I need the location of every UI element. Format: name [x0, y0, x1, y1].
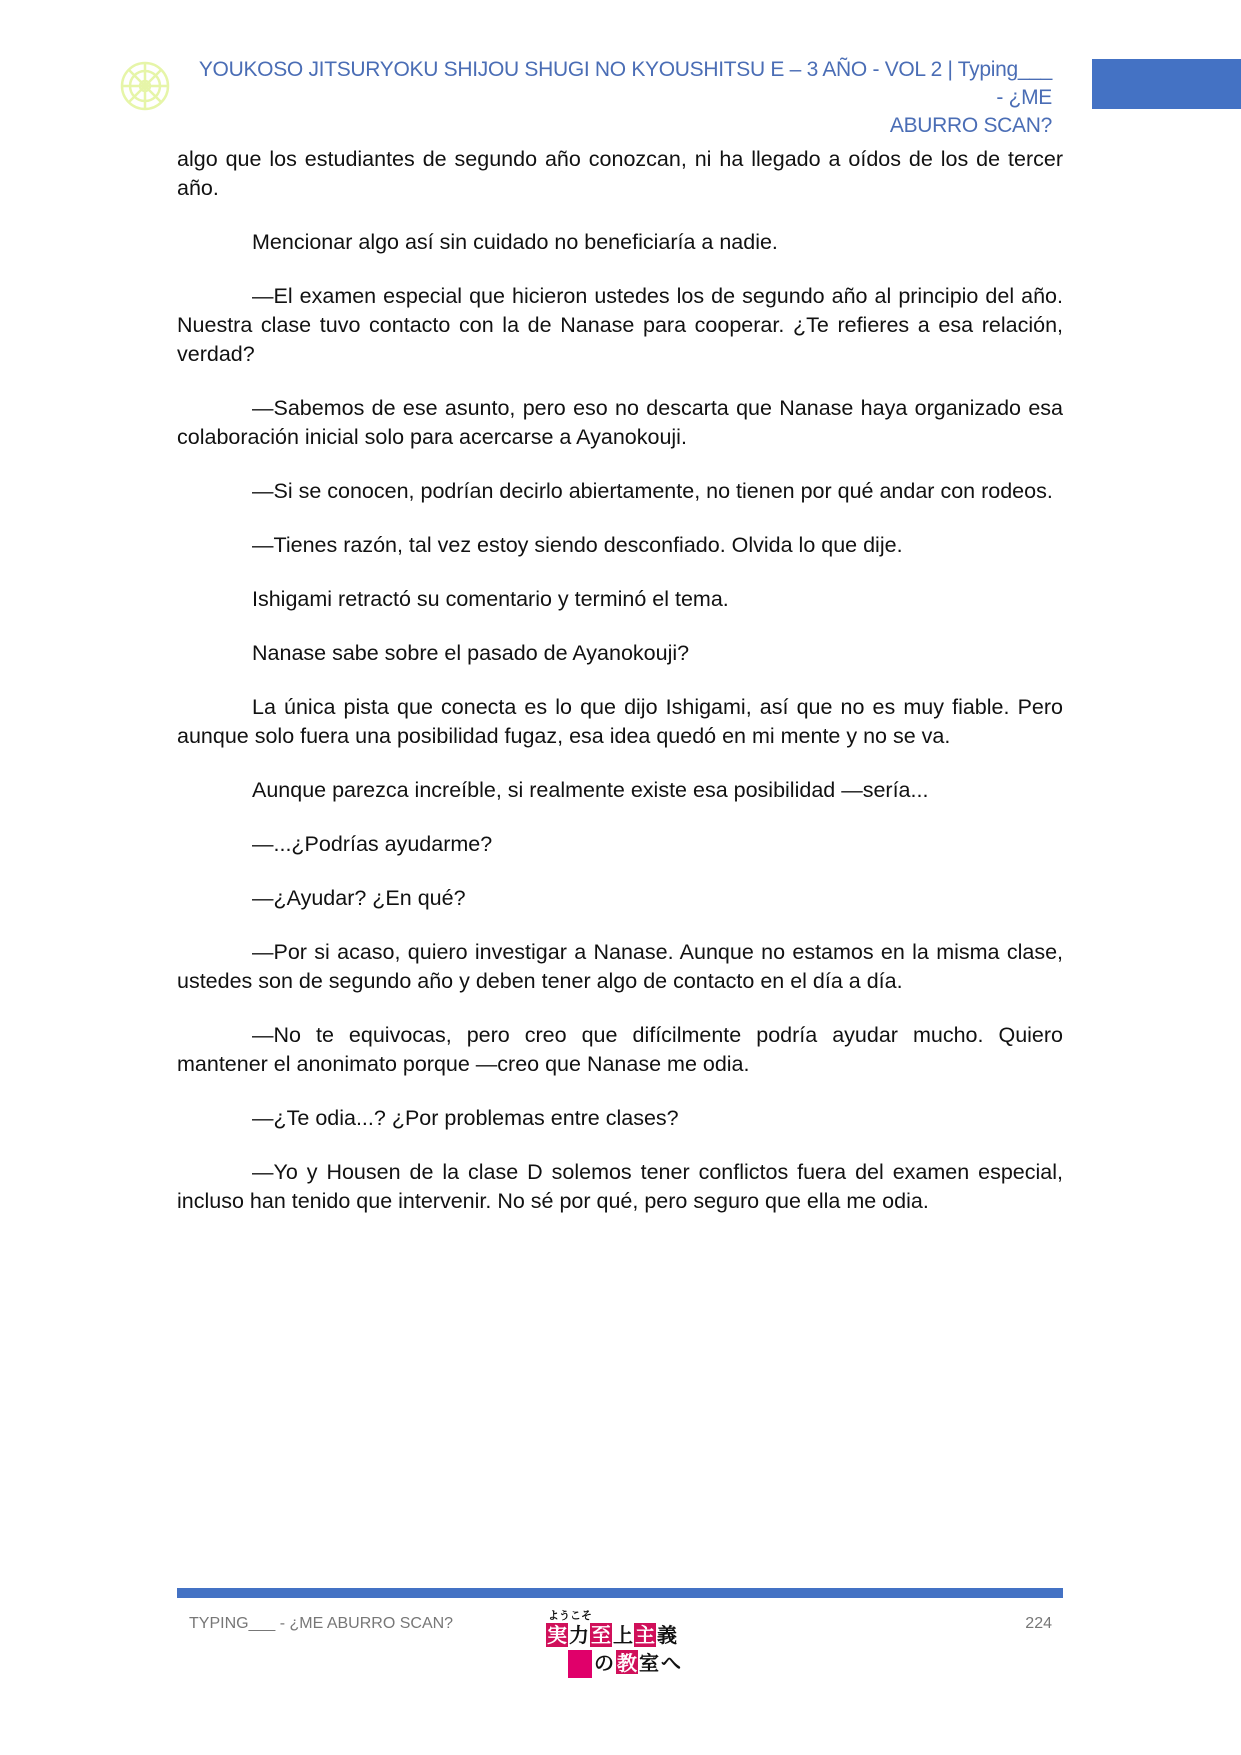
svg-text:教: 教	[617, 1651, 637, 1675]
paragraph: —Tienes razón, tal vez estoy siendo desconfiado. Olvida lo que dije.	[252, 533, 903, 557]
paragraph: —¿Te odia...? ¿Por problemas entre clases?	[252, 1106, 679, 1130]
paragraph: Ishigami retractó su comentario y terminó el tema.	[252, 587, 729, 611]
page-number: 224	[1025, 1615, 1052, 1632]
svg-text:へ: へ	[661, 1651, 681, 1675]
paragraph: —El examen especial que hicieron ustedes los de segundo año al principio del año. Nuestra clase tuvo contacto con la de Nanase para cooperar. ¿Te refieres a esa relación, verdad?	[177, 284, 1063, 366]
paragraph: —Por si acaso, quiero investigar a Nanase. Aunque no estamos en la misma clase, ustedes son de segundo año y deben tener algo de contacto en el día a día.	[177, 940, 1063, 993]
paragraph: —No te equivocas, pero creo que difícilmente podría ayudar mucho. Quiero mantener el anonimato porque —creo que Nanase me odia.	[177, 1023, 1063, 1076]
svg-text:室: 室	[639, 1651, 659, 1675]
paragraph: —Si se conocen, podrían decirlo abiertamente, no tienen por qué andar con rodeos.	[252, 479, 1053, 503]
svg-text:上: 上	[613, 1623, 633, 1647]
paragraph: —Sabemos de ese asunto, pero eso no descarta que Nanase haya organizado esa colaboración inicial solo para acercarse a Ayanokouji.	[177, 396, 1063, 449]
paragraph: La única pista que conecta es lo que dijo Ishigami, así que no es muy fiable. Pero aunque solo fuera una posibilidad fugaz, esa idea quedó en mi mente y no se va.	[177, 695, 1063, 748]
body-text	[177, 145, 1063, 1241]
paragraph: —Yo y Housen de la clase D solemos tener conflictos fuera del examen especial, incluso han tenido que intervenir. No sé por qué, pero seguro que ella me odia.	[177, 1160, 1063, 1213]
footer-divider	[177, 1588, 1063, 1598]
header-title	[190, 56, 1052, 140]
header-title-line2: ABURRO SCAN?	[889, 114, 1052, 137]
svg-text:義: 義	[657, 1623, 677, 1647]
svg-text:至: 至	[591, 1623, 611, 1647]
svg-text:ようこそ: ようこそ	[548, 1609, 592, 1622]
paragraph: Mencionar algo así sin cuidado no beneficiaría a nadie.	[252, 230, 778, 254]
paragraph: Nanase sabe sobre el pasado de Ayanokouji?	[252, 641, 690, 665]
svg-text:実: 実	[547, 1623, 567, 1647]
header-accent-box	[1092, 59, 1241, 109]
svg-text:力: 力	[569, 1623, 589, 1647]
paragraph: —...¿Podrías ayudarme?	[252, 832, 493, 856]
paragraph: algo que los estudiantes de segundo año conozcan, ni ha llegado a oídos de los de tercer año.	[177, 147, 1063, 200]
emblem-logo-icon	[119, 60, 171, 112]
footer-text: TYPING___ - ¿ME ABURRO SCAN?	[189, 1615, 454, 1632]
svg-text:の: の	[594, 1651, 614, 1675]
series-logo	[546, 1608, 696, 1678]
paragraph: —¿Ayudar? ¿En qué?	[252, 886, 466, 910]
svg-text:主: 主	[635, 1623, 655, 1647]
header-title-line1: YOUKOSO JITSURYOKU SHIJOU SHUGI NO KYOUSHITSU E – 3 AÑO - VOL 2 | Typing___ - ¿ME	[198, 58, 1052, 109]
paragraph: Aunque parezca increíble, si realmente existe esa posibilidad —sería...	[252, 778, 929, 802]
